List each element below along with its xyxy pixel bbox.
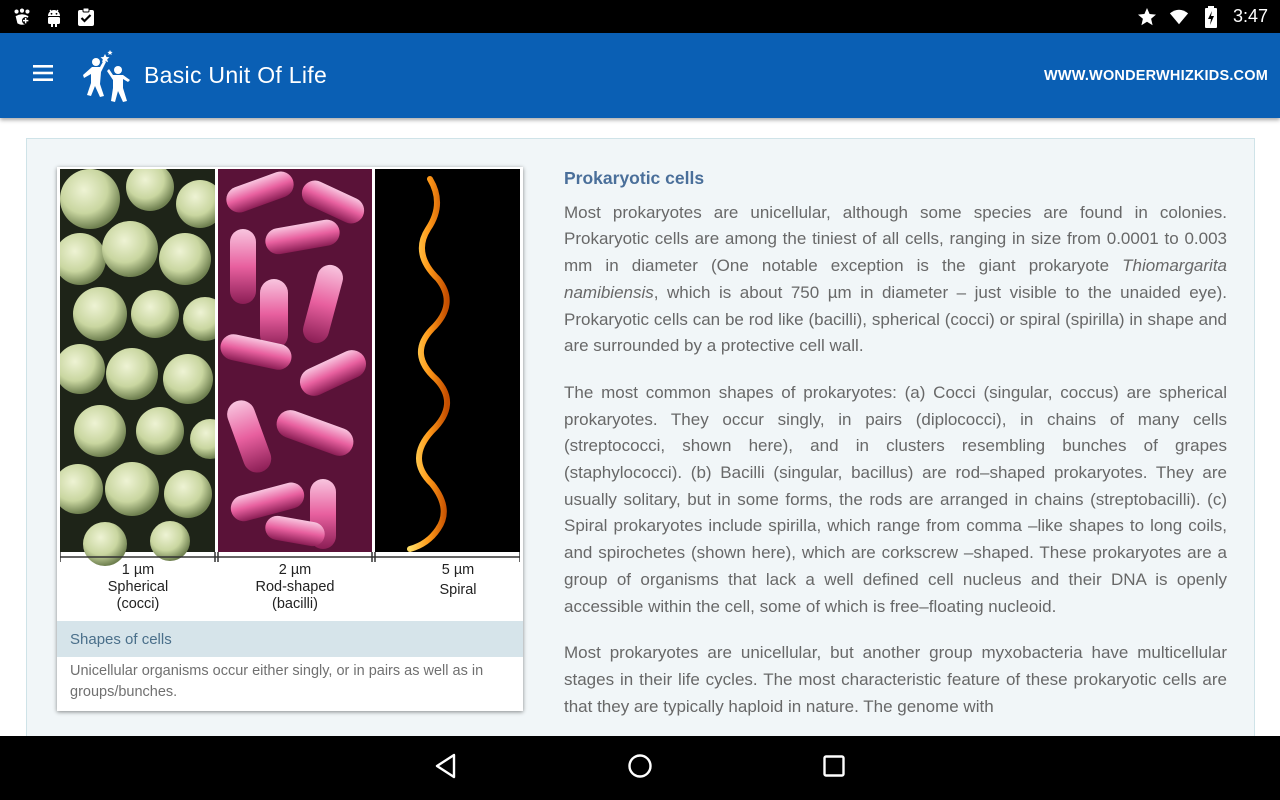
recents-button[interactable]: [812, 746, 856, 790]
battery-charging-icon: [1201, 7, 1221, 27]
status-bar-left: [12, 7, 96, 27]
wifi-icon: [1169, 7, 1189, 27]
article-heading: Prokaryotic cells: [564, 168, 705, 188]
app-title: Basic Unit Of Life: [144, 62, 328, 88]
figure-card[interactable]: [57, 167, 523, 711]
clipboard-check-icon: [76, 7, 96, 27]
app-bar: [0, 33, 1280, 118]
home-circle-icon: [627, 753, 653, 784]
scale-label-cocci: 1 µm: [121, 562, 155, 578]
shape-label-cocci: Spherical: [107, 579, 169, 595]
lesson-card: [26, 138, 1255, 736]
paragraph-1-end: , which is about 750 µm in diameter – just visible to the unaided eye). Prokaryotic cells can be rod like (bacilli), spherical (cocci) or spiral (spirilla) in shape and are surrounded by a protective cell wall.: [564, 282, 1227, 356]
menu-button[interactable]: [0, 33, 86, 118]
content-area[interactable]: [0, 118, 1280, 736]
status-bar: [0, 0, 1280, 33]
species-name: Thiomargarita namibiensis: [564, 256, 1227, 302]
android-icon: [44, 7, 64, 27]
navigation-bar: [0, 736, 1280, 800]
website-link[interactable]: WWW.WONDERWHIZKIDS.COM: [1043, 67, 1268, 84]
back-triangle-icon: [434, 753, 458, 784]
hamburger-menu-icon: [32, 64, 54, 87]
cell-shapes-image: [60, 169, 520, 615]
status-bar-right: [1137, 6, 1268, 27]
back-button[interactable]: [424, 746, 468, 790]
shape-label-spiral: Spiral: [439, 582, 477, 598]
shape-sublabel-bacilli: (bacilli): [272, 596, 318, 612]
figure-caption-title: Shapes of cells: [57, 621, 523, 657]
status-time: 3:47: [1232, 6, 1268, 26]
recents-square-icon: [822, 754, 846, 783]
article-paragraph-3: Most prokaryotes are unicellular, but another group myxobacteria have multicellular stages in their life cycles. The most characteristic feature of these prokaryotic cells are that they are typically haploid in nature. The genome with: [564, 643, 1227, 716]
figure-caption-text: Unicellular organisms occur either singly, or in pairs as well as in groups/bunches.: [70, 663, 484, 700]
paragraph-1-start: Most prokaryotes are unicellular, although some species are found in colonies. Prokaryotic cells are among the tiniest of all cells, ranging in size from 0.0001 to 0.003 mm in diameter (One notable exception is the giant prokaryote: [564, 202, 1227, 276]
scale-label-bacilli: 2 µm: [278, 562, 312, 578]
home-button[interactable]: [618, 746, 662, 790]
shape-label-bacilli: Rod-shaped: [255, 579, 335, 595]
star-icon: [1137, 7, 1157, 27]
article-paragraph-2: The most common shapes of prokaryotes: (a) Cocci (singular, coccus) are spherical prokaryotes. They occur singly, in pairs (diplococci), in chains of many cells (streptococci, shown here), and in clusters resembling bunches of grapes (staphylococci). (b) Bacilli (singular, bacillus) are rod–shaped prokaryotes. They are usually solitary, but in some forms, the rods are arranged in chains (streptobacilli). (c) Spiral prokaryotes include spirilla, which range from comma –like shapes to long coils, and spirochetes (shown here), which are corkscrew –shaped. These prokaryotes are a group of organisms that lack a well defined cell nucleus and their DNA is openly accessible within the cell, some of which is free–floating nucleoid.: [564, 382, 1227, 616]
scale-label-spiral: 5 µm: [441, 562, 475, 578]
article-text: [564, 165, 1227, 736]
pawprint-shield-icon: [12, 7, 32, 27]
shape-sublabel-cocci: (cocci): [116, 596, 160, 612]
article-paragraph-1: [564, 200, 1227, 360]
wonderwhizkids-logo-icon: [78, 46, 138, 106]
